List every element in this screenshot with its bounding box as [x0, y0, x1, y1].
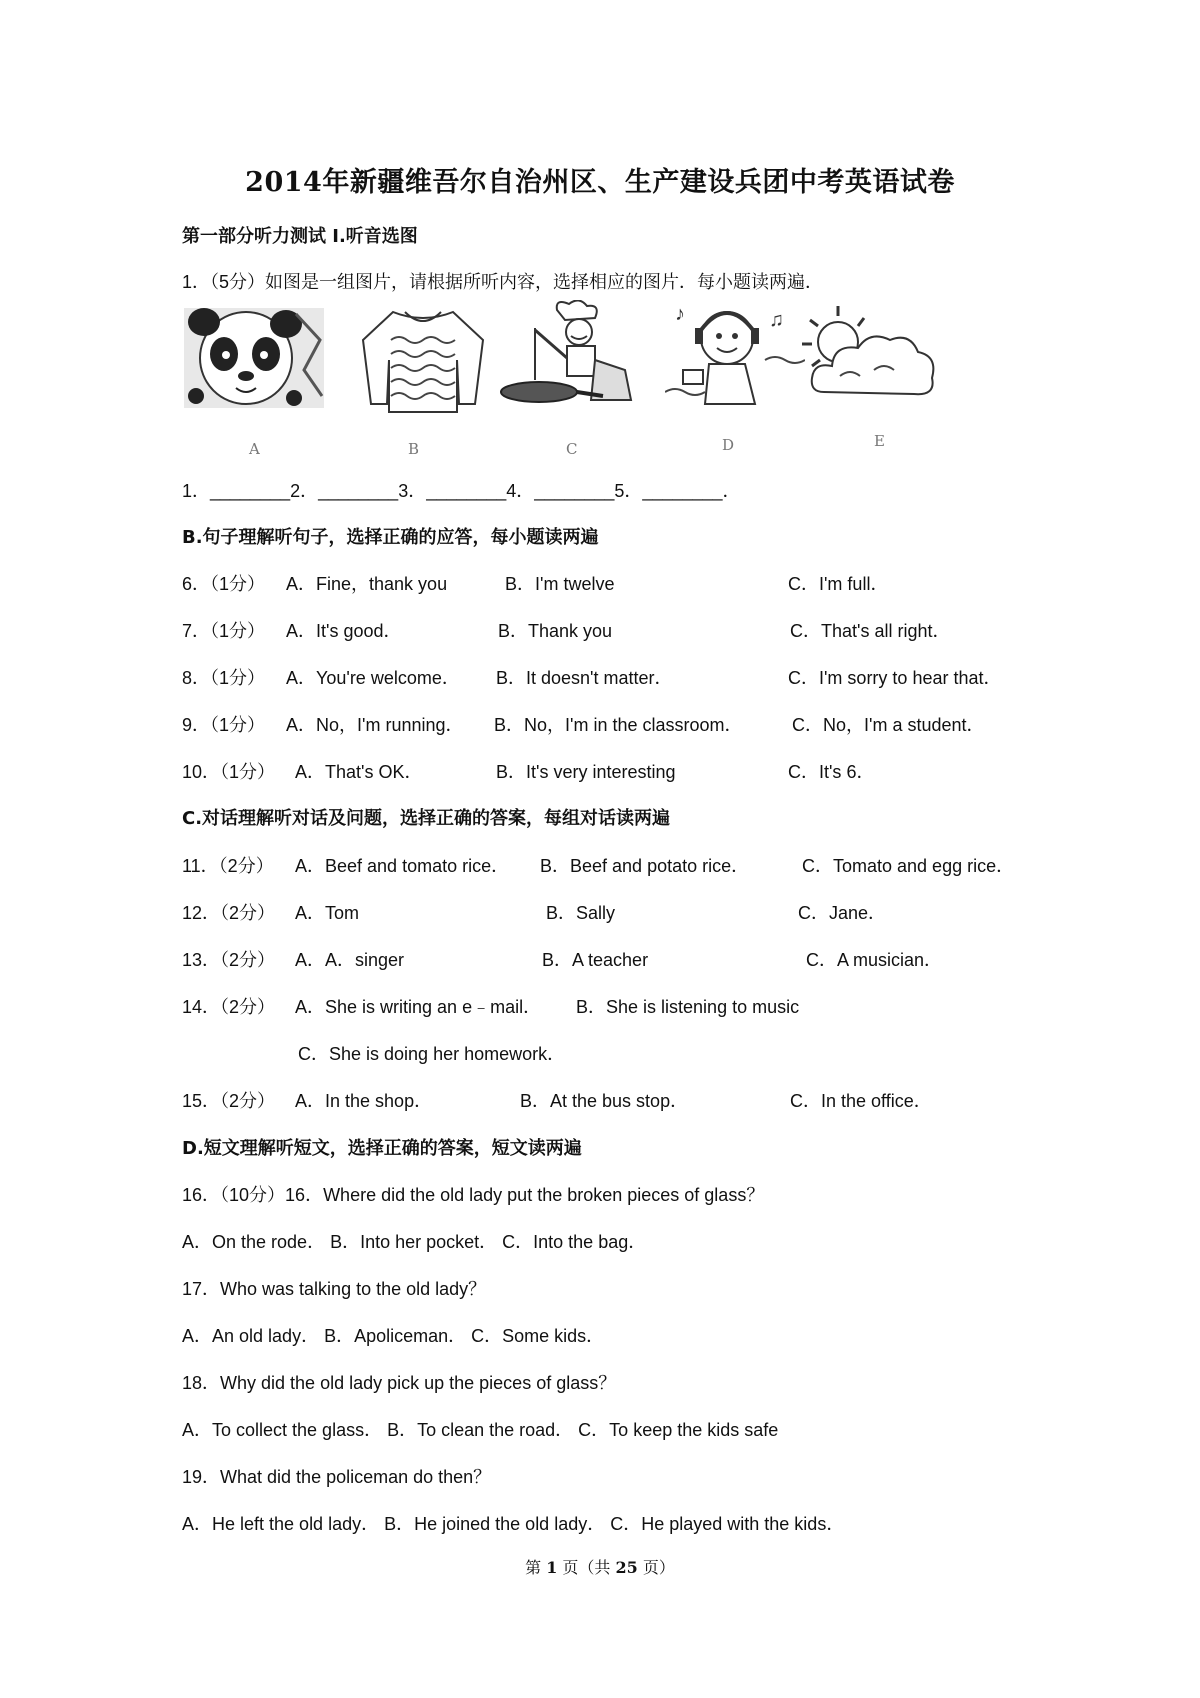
picture-e-cloudy [800, 300, 940, 450]
q10-number: 10．（1分） [182, 762, 276, 782]
q15-option-c: C．In the office． [790, 1091, 932, 1111]
q15-option-b: B．At the bus stop． [520, 1091, 689, 1111]
q8-option-c: C．I'm sorry to hear that． [788, 668, 1002, 688]
q17-options: A．An old lady． B．Apoliceman． C．Some kids． [182, 1326, 605, 1346]
picture-label-d: D [722, 436, 735, 454]
q11-option-b: B．Beef and potato rice． [540, 856, 750, 876]
picture-label-c: C [566, 440, 578, 458]
q15-option-a: A．In the shop． [295, 1091, 433, 1111]
q15-number: 15．（2分） [182, 1091, 276, 1111]
q13-option-a: A．A．singer [295, 950, 405, 970]
picture-c-chef [495, 300, 635, 450]
picture-b-sweater [353, 300, 493, 450]
total-page-number: 25 [615, 1558, 638, 1577]
q10-option-b: B．It's very interesting [496, 762, 676, 782]
page-title: 2014年新疆维吾尔自治州区、生产建设兵团中考英语试卷 [245, 167, 955, 198]
q14-number: 14．（2分） [182, 997, 276, 1017]
q6-option-b: B．I'm twelve [505, 574, 615, 594]
svg-text:♪: ♪ [675, 303, 685, 325]
q8-number: 8．（1分） [182, 668, 266, 688]
q14-option-b: B．She is listening to music [576, 997, 800, 1017]
section-b-heading: B.句子理解听句子，选择正确的应答，每小题读两遍 [182, 527, 599, 548]
q13-number: 13．（2分） [182, 950, 276, 970]
page-footer [0, 1555, 1200, 1578]
q6-number: 6．（1分） [182, 574, 266, 594]
q6-option-a: A．Fine，thank you [286, 574, 448, 594]
q16-options: A．On the rode． B．Into her pocket． C．Into the bag． [182, 1232, 647, 1252]
q13-option-b: B．A teacher [542, 950, 649, 970]
q14-option-a: A．She is writing an e﹣mail． [295, 997, 542, 1017]
q17-text: 17．Who was talking to the old lady？ [182, 1279, 487, 1299]
q12-option-b: B．Sally [546, 903, 616, 923]
q18-options: A．To collect the glass． B．To clean the road． C．To keep the kids safe [182, 1420, 779, 1440]
footer-mid: 页（共 [557, 1558, 616, 1577]
q7-number: 7．（1分） [182, 621, 266, 641]
q12-option-c: C．Jane． [798, 903, 887, 923]
q18-text: 18．Why did the old lady pick up the pieces of glass？ [182, 1373, 617, 1393]
q8-option-a: A．You're welcome． [286, 668, 460, 688]
q9-option-c: C．No，I'm a student． [792, 715, 985, 735]
picture-d-music [665, 300, 805, 450]
current-page-number: 1 [546, 1558, 558, 1577]
q11-option-a: A．Beef and tomato rice． [295, 856, 510, 876]
q11-number: 11．（2分） [182, 856, 274, 876]
q6-option-c: C．I'm full． [788, 574, 889, 594]
q14-option-c: C．She is doing her homework． [298, 1044, 566, 1064]
picture-label-a: A [249, 440, 260, 458]
picture-a-panda [184, 300, 324, 450]
part1-heading: 第一部分听力测试 I.听音选图 [182, 226, 418, 247]
q9-option-a: A．No，I'm running． [286, 715, 464, 735]
q9-number: 9．（1分） [182, 715, 266, 735]
section-d-heading: D.短文理解听短文，选择正确的答案，短文读两遍 [182, 1138, 582, 1159]
section-c-heading: C.对话理解听对话及问题，选择正确的答案，每组对话读两遍 [182, 808, 671, 829]
question-1-text: 1．（5分）如图是一组图片，请根据所听内容，选择相应的图片．每小题读两遍． [182, 272, 824, 292]
q10-option-a: A．That's OK． [295, 762, 423, 782]
question-1-blanks: 1．________2．________3．________4．________5．________． [182, 481, 741, 501]
q8-option-b: B．It doesn't matter． [496, 668, 673, 688]
q13-option-c: C．A musician． [806, 950, 943, 970]
picture-label-b: B [408, 440, 420, 458]
picture-label-e: E [874, 432, 885, 450]
q19-options: A．He left the old lady． B．He joined the old lady． C．He played with the kids． [182, 1514, 845, 1534]
svg-text:♫: ♫ [769, 309, 784, 331]
q12-number: 12．（2分） [182, 903, 276, 923]
q10-option-c: C．It's 6． [788, 762, 875, 782]
q16-text: 16．（10分）16．Where did the old lady put the broken pieces of glass？ [182, 1185, 765, 1205]
footer-prefix: 第 [525, 1558, 547, 1577]
q11-option-c: C．Tomato and egg rice． [802, 856, 1015, 876]
footer-suffix: 页） [637, 1558, 675, 1577]
q7-option-c: C．That's all right． [790, 621, 951, 641]
q19-text: 19．What did the policeman do then？ [182, 1467, 492, 1487]
q7-option-a: A．It's good． [286, 621, 402, 641]
q7-option-b: B．Thank you [498, 621, 613, 641]
q12-option-a: A．Tom [295, 903, 360, 923]
q9-option-b: B．No，I'm in the classroom． [494, 715, 743, 735]
